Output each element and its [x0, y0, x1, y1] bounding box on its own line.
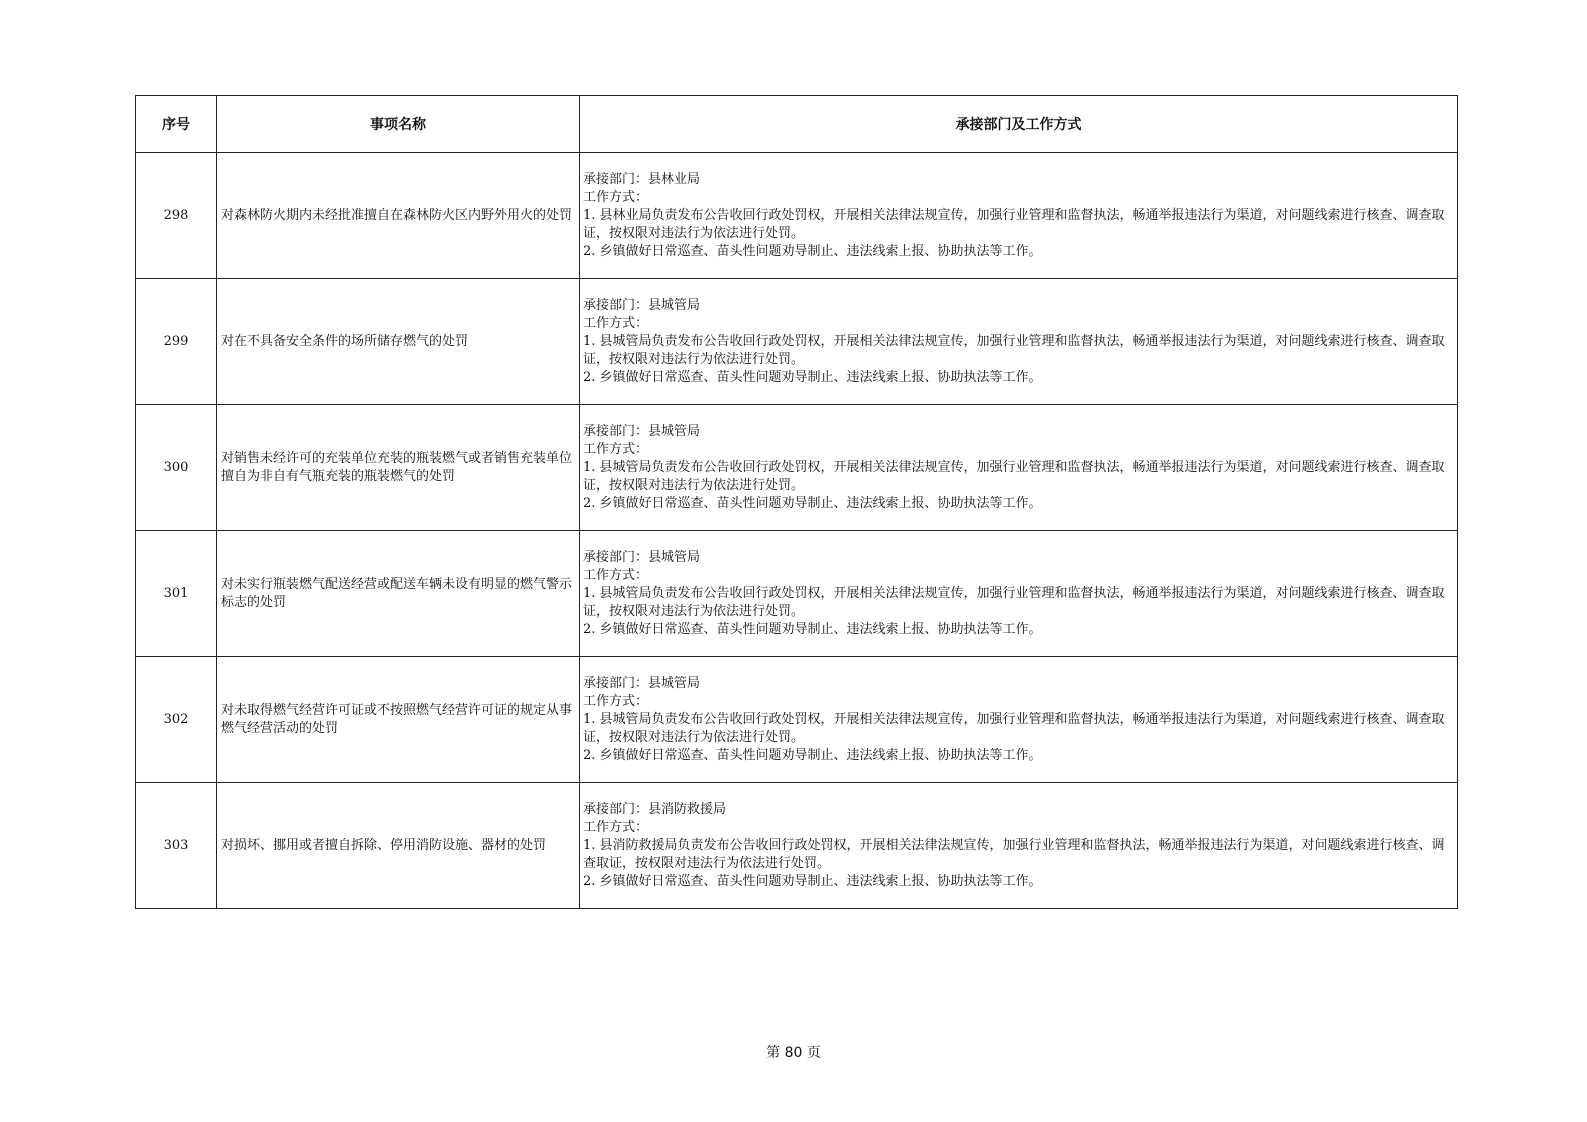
- mode-item-2: 2. 乡镇做好日常巡查、苗头性问题劝导制止、违法线索上报、协助执法等工作。: [583, 873, 1042, 889]
- row-number: 302: [136, 657, 217, 783]
- item-name: 对未实行瓶装燃气配送经营或配送车辆未设有明显的燃气警示标志的处罚: [217, 531, 580, 657]
- table-row: [136, 531, 1458, 657]
- header-dept-mode: 承接部门及工作方式: [580, 96, 1458, 153]
- mode-label: 工作方式：: [583, 441, 649, 457]
- mode-label: 工作方式：: [583, 189, 649, 205]
- item-name: 对森林防火期内未经批准擅自在森林防火区内野外用火的处罚: [217, 153, 580, 279]
- dept-mode-cell: [580, 279, 1458, 405]
- header-seq: 序号: [136, 96, 217, 153]
- row-number: 301: [136, 531, 217, 657]
- mode-item-1: 1. 县城管局负责发布公告收回行政处罚权，开展相关法律法规宣传，加强行业管理和监督执法，畅通举报违法行为渠道，对问题线索进行核查、调查取证，按权限对违法行为依法进行处罚。: [583, 585, 1445, 619]
- item-name: 对销售未经许可的充装单位充装的瓶装燃气或者销售充装单位擅自为非自有气瓶充装的瓶装燃气的处罚: [217, 405, 580, 531]
- dept-mode-cell: [580, 783, 1458, 909]
- dept-mode-cell: [580, 405, 1458, 531]
- mode-item-1: 1. 县城管局负责发布公告收回行政处罚权，开展相关法律法规宣传，加强行业管理和监督执法，畅通举报违法行为渠道，对问题线索进行核查、调查取证，按权限对违法行为依法进行处罚。: [583, 711, 1445, 745]
- mode-item-2: 2. 乡镇做好日常巡查、苗头性问题劝导制止、违法线索上报、协助执法等工作。: [583, 495, 1042, 511]
- items-table: [135, 95, 1458, 909]
- dept-line: 承接部门：县城管局: [583, 675, 701, 691]
- mode-label: 工作方式：: [583, 693, 649, 709]
- mode-item-1: 1. 县林业局负责发布公告收回行政处罚权，开展相关法律法规宣传，加强行业管理和监督执法，畅通举报违法行为渠道，对问题线索进行核查、调查取证，按权限对违法行为依法进行处罚。: [583, 207, 1445, 241]
- mode-item-1: 1. 县消防救援局负责发布公告收回行政处罚权，开展相关法律法规宣传，加强行业管理和监督执法，畅通举报违法行为渠道，对问题线索进行核查、调查取证，按权限对违法行为依法进行处罚。: [583, 837, 1445, 871]
- row-number: 298: [136, 153, 217, 279]
- dept-line: 承接部门：县林业局: [583, 171, 701, 187]
- mode-label: 工作方式：: [583, 567, 649, 583]
- dept-mode-cell: [580, 153, 1458, 279]
- dept-line: 承接部门：县城管局: [583, 297, 701, 313]
- row-number: 303: [136, 783, 217, 909]
- table-row: [136, 153, 1458, 279]
- table-row: [136, 783, 1458, 909]
- row-number: 299: [136, 279, 217, 405]
- dept-line: 承接部门：县城管局: [583, 423, 701, 439]
- item-name: 对损坏、挪用或者擅自拆除、停用消防设施、器材的处罚: [217, 783, 580, 909]
- mode-label: 工作方式：: [583, 819, 649, 835]
- dept-mode-cell: [580, 657, 1458, 783]
- table-header-row: [136, 96, 1458, 153]
- item-name: 对在不具备安全条件的场所储存燃气的处罚: [217, 279, 580, 405]
- table-row: [136, 405, 1458, 531]
- mode-item-2: 2. 乡镇做好日常巡查、苗头性问题劝导制止、违法线索上报、协助执法等工作。: [583, 243, 1042, 259]
- item-name: 对未取得燃气经营许可证或不按照燃气经营许可证的规定从事燃气经营活动的处罚: [217, 657, 580, 783]
- dept-line: 承接部门：县消防救援局: [583, 801, 727, 817]
- page-number: 第 80 页: [766, 1045, 821, 1061]
- mode-item-2: 2. 乡镇做好日常巡查、苗头性问题劝导制止、违法线索上报、协助执法等工作。: [583, 747, 1042, 763]
- mode-label: 工作方式：: [583, 315, 649, 331]
- mode-item-2: 2. 乡镇做好日常巡查、苗头性问题劝导制止、违法线索上报、协助执法等工作。: [583, 621, 1042, 637]
- mode-item-1: 1. 县城管局负责发布公告收回行政处罚权，开展相关法律法规宣传，加强行业管理和监督执法，畅通举报违法行为渠道，对问题线索进行核查、调查取证，按权限对违法行为依法进行处罚。: [583, 459, 1445, 493]
- table-row: [136, 657, 1458, 783]
- dept-mode-cell: [580, 531, 1458, 657]
- mode-item-1: 1. 县城管局负责发布公告收回行政处罚权，开展相关法律法规宣传，加强行业管理和监督执法，畅通举报违法行为渠道，对问题线索进行核查、调查取证，按权限对违法行为依法进行处罚。: [583, 333, 1445, 367]
- dept-line: 承接部门：县城管局: [583, 549, 701, 565]
- header-item-name: 事项名称: [217, 96, 580, 153]
- mode-item-2: 2. 乡镇做好日常巡查、苗头性问题劝导制止、违法线索上报、协助执法等工作。: [583, 369, 1042, 385]
- table-row: [136, 279, 1458, 405]
- row-number: 300: [136, 405, 217, 531]
